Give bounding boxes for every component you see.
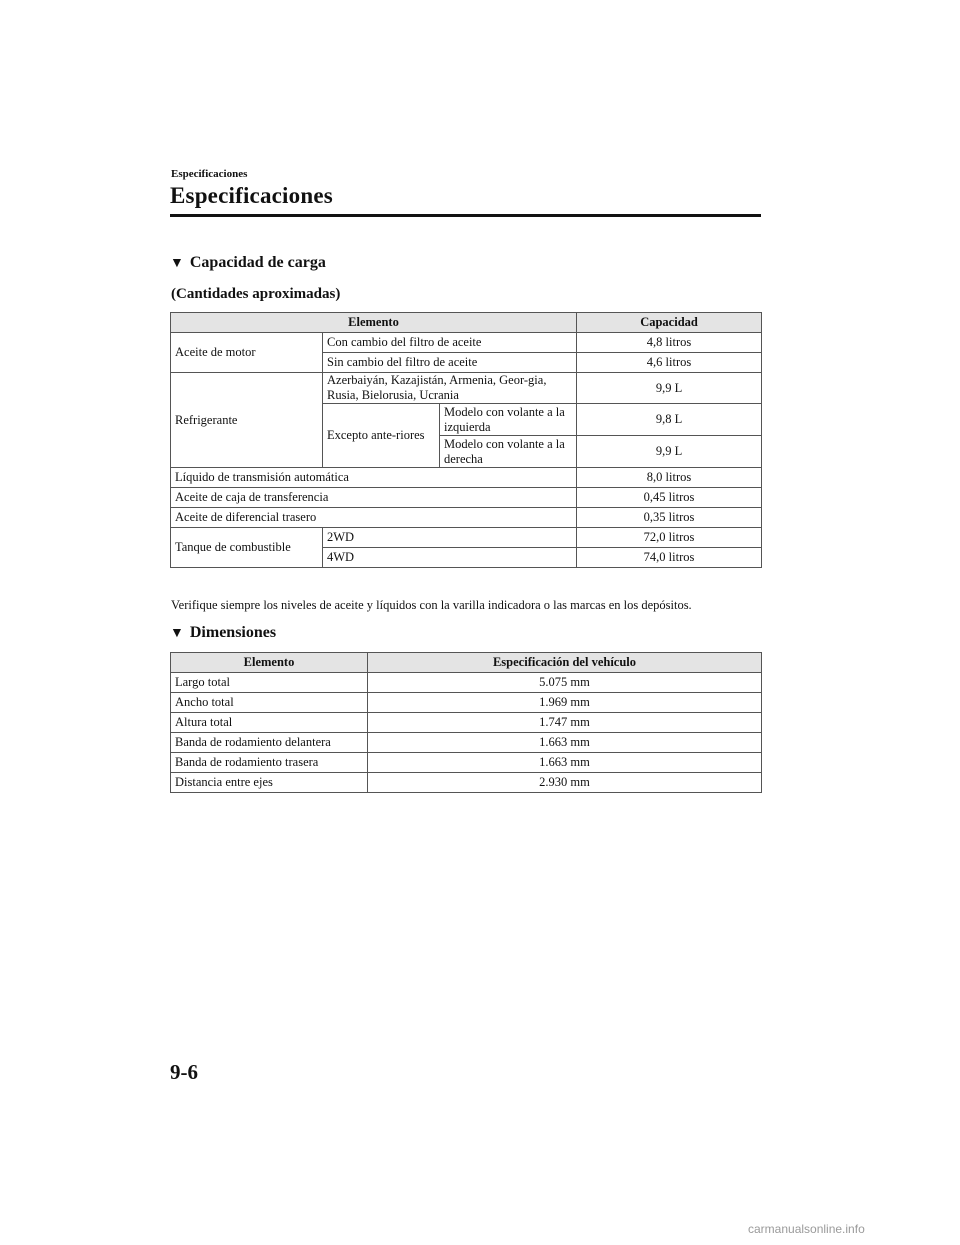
- dim-label: Banda de rodamiento delantera: [171, 733, 368, 753]
- row-label-coolant: Refrigerante: [171, 373, 323, 468]
- cell-fuel-2wd: 2WD: [323, 528, 577, 548]
- dim-label: Banda de rodamiento trasera: [171, 753, 368, 773]
- dim-value: 1.747 mm: [368, 713, 762, 733]
- table-row: [171, 713, 762, 733]
- capacity-table: [170, 312, 762, 568]
- section-heading-capacity: [170, 254, 326, 272]
- table-header-row: [171, 313, 762, 333]
- cell-rhd: Modelo con volante a la derecha: [440, 436, 577, 468]
- down-triangle-icon: ▼: [170, 626, 184, 641]
- watermark-link[interactable]: carmanualsonline.info: [748, 1222, 865, 1236]
- section-heading-dimensions-label: Dimensiones: [189, 624, 277, 641]
- column-header-item: Elemento: [171, 313, 577, 333]
- table-row: [171, 693, 762, 713]
- capacity-note: Verifique siempre los niveles de aceite y líquidos con la varilla indicadora o las marcas en los depósitos.: [171, 598, 692, 612]
- capacity-subheading: (Cantidades aproximadas): [171, 286, 341, 302]
- dim-value: 1.663 mm: [368, 733, 762, 753]
- table-row: [171, 508, 762, 528]
- table-row: [171, 753, 762, 773]
- title-divider: [170, 214, 761, 217]
- cell-transfer: Aceite de caja de transferencia: [171, 488, 577, 508]
- dim-value: 5.075 mm: [368, 673, 762, 693]
- cell-rear-diff-value: 0,35 litros: [577, 508, 762, 528]
- dim-label: Largo total: [171, 673, 368, 693]
- dim-value: 1.663 mm: [368, 753, 762, 773]
- cell-atf-value: 8,0 litros: [577, 468, 762, 488]
- table-header-row: [171, 653, 762, 673]
- table-row: [171, 673, 762, 693]
- cell-without-filter: Sin cambio del filtro de aceite: [323, 353, 577, 373]
- cell-with-filter: Con cambio del filtro de aceite: [323, 333, 577, 353]
- table-row: [171, 333, 762, 353]
- table-row: [171, 488, 762, 508]
- section-heading-dimensions: [170, 624, 276, 642]
- cell-countries: Azerbaiyán, Kazajistán, Armenia, Geor-gia, Rusia, Bielorusia, Ucrania: [323, 373, 577, 404]
- column-header-spec: Especificación del vehículo: [368, 653, 762, 673]
- cell-rear-diff: Aceite de diferencial trasero: [171, 508, 577, 528]
- dimensions-table: [170, 652, 762, 793]
- cell-atf: Líquido de transmisión automática: [171, 468, 577, 488]
- dim-label: Distancia entre ejes: [171, 773, 368, 793]
- column-header-capacity: Capacidad: [577, 313, 762, 333]
- table-row: [171, 528, 762, 548]
- cell-fuel-4wd-value: 74,0 litros: [577, 548, 762, 568]
- table-row: [171, 373, 762, 404]
- table-row: [171, 773, 762, 793]
- page-title: Especificaciones: [170, 183, 333, 208]
- cell-lhd-value: 9,8 L: [577, 404, 762, 436]
- column-header-item: Elemento: [171, 653, 368, 673]
- cell-without-filter-value: 4,6 litros: [577, 353, 762, 373]
- dim-value: 2.930 mm: [368, 773, 762, 793]
- cell-fuel-4wd: 4WD: [323, 548, 577, 568]
- dim-label: Altura total: [171, 713, 368, 733]
- cell-rhd-value: 9,9 L: [577, 436, 762, 468]
- dim-label: Ancho total: [171, 693, 368, 713]
- cell-countries-value: 9,9 L: [577, 373, 762, 404]
- row-label-engine-oil: Aceite de motor: [171, 333, 323, 373]
- page-number: 9-6: [170, 1060, 198, 1084]
- table-row: [171, 733, 762, 753]
- running-head: Especificaciones: [171, 168, 248, 180]
- cell-with-filter-value: 4,8 litros: [577, 333, 762, 353]
- dim-value: 1.969 mm: [368, 693, 762, 713]
- table-row: [171, 468, 762, 488]
- cell-transfer-value: 0,45 litros: [577, 488, 762, 508]
- row-label-fuel-tank: Tanque de combustible: [171, 528, 323, 568]
- cell-lhd: Modelo con volante a la izquierda: [440, 404, 577, 436]
- cell-except: Excepto ante-riores: [323, 404, 440, 468]
- cell-fuel-2wd-value: 72,0 litros: [577, 528, 762, 548]
- down-triangle-icon: ▼: [170, 256, 184, 271]
- section-heading-capacity-label: Capacidad de carga: [189, 254, 326, 271]
